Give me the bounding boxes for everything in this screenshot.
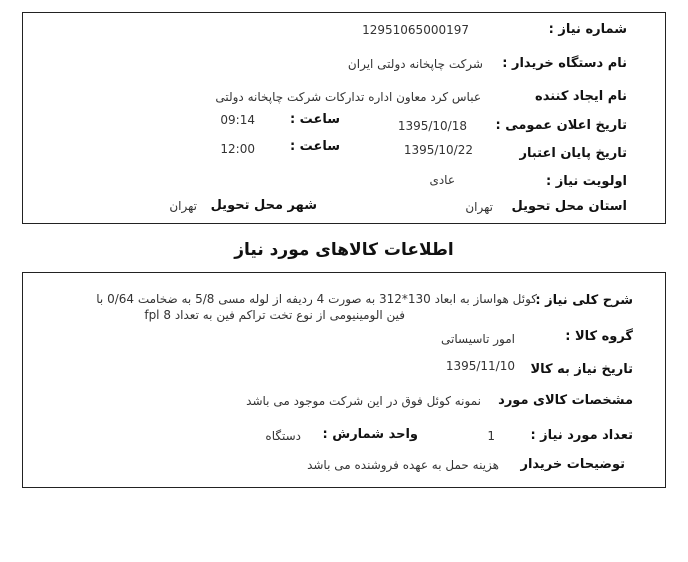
need-number-value: 12951065000197 [362,23,469,37]
quantity-value: 1 [487,429,495,443]
province-value: تهران [465,200,493,214]
need-date-label: تاریخ نیاز به کالا [530,362,633,377]
creator-label: نام ایجاد کننده [535,89,627,104]
description-label: شرح کلی نیاز : [535,293,633,308]
announce-date-label: تاریخ اعلان عمومی : [495,118,627,133]
city-value: تهران [169,199,197,213]
specification-label: مشخصات کالای مورد [498,393,633,408]
buyer-notes-label: توضیحات خریدار [520,457,625,472]
city-label: شهر محل تحویل [210,198,317,213]
quantity-label: تعداد مورد نیاز : [530,428,633,443]
description-line-2: فین الومینیومی از نوع تخت تراکم فین به تعداد 8 fpl [144,308,405,322]
creator-value: عباس کرد معاون اداره تدارکات شرکت چاپخانه دولتی [215,90,481,104]
need-number-label: شماره نیاز : [548,22,627,37]
priority-label: اولویت نیاز : [545,174,627,189]
goods-group-label: گروه کالا : [565,329,633,344]
buyer-value: شرکت چاپخانه دولتی ایران [347,57,483,71]
goods-group-value: امور تاسیساتی [441,332,515,346]
description-line-1: کوئل هواساز به ابعاد 130*312 به صورت 4 ردیفه از لوله مسی 5/8 به ضخامت 0/64 با [96,292,537,306]
need-date-value: 1395/11/10 [445,359,515,373]
tender-header-panel [22,12,666,224]
announce-date-value: 1395/10/18 [397,119,467,133]
deadline-time-value: 12:00 [220,142,255,156]
section-title: اطلاعات کالاهای مورد نیاز [234,240,454,260]
deadline-time-label: ساعت : [289,139,340,154]
unit-label: واحد شمارش : [322,427,418,442]
announce-time-value: 09:14 [220,113,255,127]
specification-value: نمونه کوئل فوق در این شرکت موجود می باشد [246,394,481,408]
announce-time-label: ساعت : [289,112,340,127]
buyer-label: نام دستگاه خریدار : [502,56,627,71]
deadline-label: تاریخ پایان اعتبار [519,146,627,161]
buyer-notes-value: هزینه حمل به عهده فروشنده می باشد [307,458,499,472]
priority-value: عادی [429,173,455,187]
unit-value: دستگاه [265,429,301,443]
deadline-value: 1395/10/22 [403,143,473,157]
goods-panel [22,272,666,488]
province-label: استان محل تحویل [511,199,627,214]
